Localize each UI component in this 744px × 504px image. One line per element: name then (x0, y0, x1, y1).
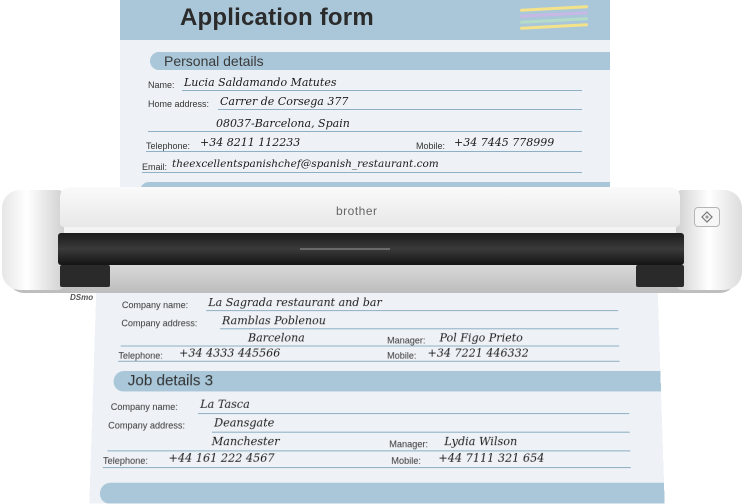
address-line-2: 08037-Barcelona, Spain (216, 117, 350, 130)
section-band (100, 483, 665, 504)
field-label: Telephone: (146, 141, 191, 151)
portable-scanner (0, 185, 744, 315)
scan-button[interactable] (694, 207, 720, 227)
address-line-1: Carrer de Corsega 377 (220, 95, 349, 108)
field-label: Mobile: (387, 350, 417, 361)
section-header-job3 (113, 371, 661, 391)
paper-guide-right (636, 265, 684, 287)
field-line (212, 432, 630, 433)
field-line (218, 109, 582, 110)
field-label: Name: (148, 80, 175, 90)
mobile-value: +44 7111 321 654 (438, 451, 545, 465)
company-address-line-1: Ramblas Poblenou (221, 314, 326, 328)
company-address-line-2: Barcelona (247, 331, 305, 345)
model-label: DSmo (70, 293, 94, 302)
field-line (182, 90, 582, 91)
field-line (220, 328, 619, 329)
field-label: Company name: (121, 300, 189, 311)
company-address-line-2: Manchester (211, 434, 280, 449)
form-title: Application form (180, 4, 374, 31)
manager-value: Pol Figo Prieto (439, 331, 523, 345)
telephone-value: +34 4333 445566 (178, 346, 281, 360)
field-line (198, 413, 629, 414)
field-line (142, 172, 582, 173)
field-label: Home address: (148, 99, 210, 109)
email-value: theexcellentspanishchef@spanish_restaurant.com (172, 158, 439, 170)
telephone-value: +44 161 222 4567 (168, 451, 275, 465)
highlighter-marks (520, 7, 588, 31)
diamond-icon (701, 211, 713, 223)
field-label: Mobile: (416, 141, 446, 151)
company-address-line-1: Deansgate (213, 416, 275, 430)
mobile-value: +34 7445 778999 (454, 136, 555, 149)
field-label: Manager: (387, 335, 426, 346)
section-header-personal (150, 52, 610, 70)
field-label: Mobile: (391, 455, 422, 466)
field-line (148, 131, 582, 132)
telephone-value: +34 8211 112233 (200, 136, 301, 149)
scanner-left-cap (2, 190, 64, 290)
slot-highlight (300, 248, 390, 250)
brand-logo: brother (336, 204, 378, 218)
paper-sheet-entering (120, 0, 610, 200)
highlighter-stripe (520, 23, 588, 30)
field-label: Company address: (107, 420, 186, 431)
company-value: La Sagrada restaurant and bar (208, 296, 382, 310)
field-label: Telephone: (118, 350, 164, 361)
section-heading: Personal details (164, 53, 264, 69)
paper-guide-left (60, 265, 110, 287)
section-heading: Job details 3 (127, 371, 214, 390)
field-label: Company name: (110, 401, 178, 413)
field-line (146, 151, 582, 152)
field-label: Telephone: (102, 455, 149, 466)
field-label: Company address: (121, 318, 198, 329)
scanner-right-cap (676, 190, 742, 290)
name-value: Lucia Saldamando Matutes (184, 76, 337, 89)
field-line (103, 467, 631, 468)
company-value: La Tasca (200, 397, 250, 412)
field-line (118, 361, 619, 362)
manager-value: Lydia Wilson (444, 434, 518, 449)
field-label: Email: (142, 162, 168, 172)
mobile-value: +34 7221 446332 (427, 346, 529, 360)
field-label: Manager: (389, 438, 429, 450)
